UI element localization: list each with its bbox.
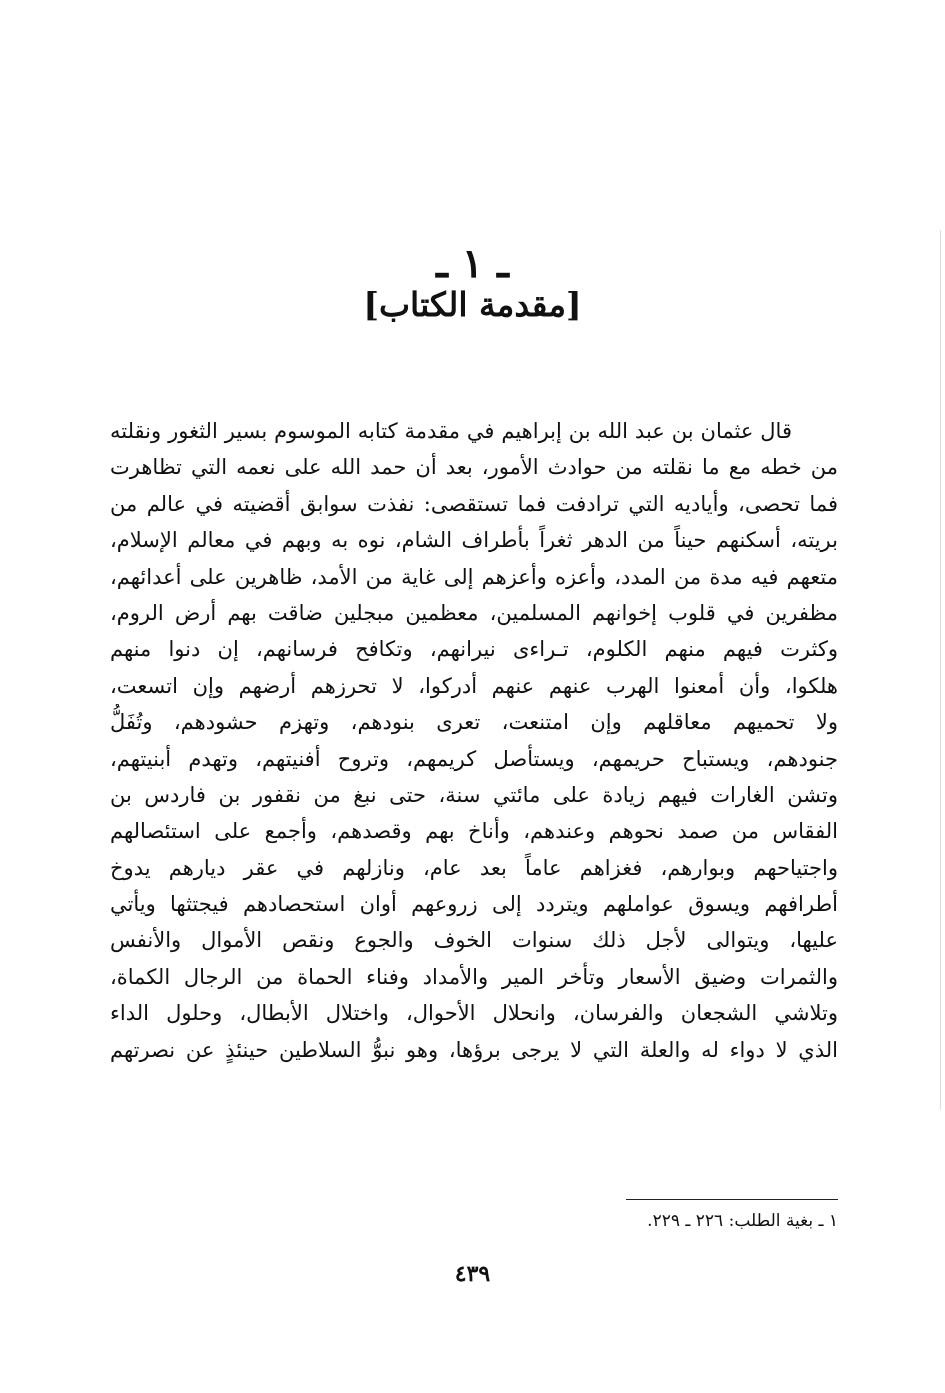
chapter-number: ـ ١ ـ bbox=[436, 240, 509, 287]
page-edge-line bbox=[940, 230, 941, 1110]
body-line: متعهم فيه مدة من المدد، وأعزه وأعزهم إلى غاية من الأمد، ظاهرين على أعدائهم، bbox=[110, 564, 838, 589]
body-line: قال عثمان بن عبد الله بن إبراهيم في مقدمة كتابه الموسوم بسير الثغور ونقلته bbox=[110, 419, 792, 443]
body-line: عليها، ويتوالى لأجل ذلك سنوات الخوف والجوع ونقص الأموال والأنفس bbox=[110, 928, 838, 953]
body-line: بريته، أسكنهم حيناً من الدهر ثغراً بأطراف الشام، نوه به وبهم في معالم الإسلام، bbox=[110, 528, 838, 553]
body-line: مظفرين في قلوب إخوانهم المسلمين، معظمين مبجلين ضاقت بهم أرض الروم، bbox=[110, 600, 838, 625]
body-line: الذي لا دواء له والعلة التي لا يرجى برؤها، وهو نبوُّ السلاطين حينئذٍ عن نصرتهم bbox=[110, 1037, 838, 1062]
footnote-divider bbox=[626, 1199, 838, 1200]
body-line: واجتياحهم وبوارهم، فغزاهم عاماً بعد عام، ونازلهم في عقر ديارهم يدوخ bbox=[110, 855, 838, 880]
body-line: وتشن الغارات فيهم زيادة على مائتي سنة، حتى نبغ من نقفور بن فاردس بن bbox=[110, 782, 838, 807]
body-line: والثمرات وضيق الأسعار وتأخر المير والأمداد وفناء الحماة من الرجال الكماة، bbox=[110, 964, 838, 989]
body-line: الفقاس من صمد نحوهم وعندهم، وأناخ بهم وقصدهم، وأجمع على استئصالهم bbox=[110, 819, 838, 844]
body-line: ولا تحميهم معاقلهم وإن امتنعت، تعرى بنودهم، وتهزم حشودهم، وتُفَلُّ bbox=[110, 710, 838, 735]
body-line: فما تحصى، وأياديه التي ترادفت فما تستقصى: نفذت سوابق أقضيته في عالم من bbox=[110, 491, 838, 516]
body-line: وتلاشي الشجعان والفرسان، وانحلال الأحوال، واختلال الأبطال، وحلول الداء bbox=[110, 1001, 838, 1026]
body-line: من خطه مع ما نقلته من حوادث الأمور، بعد أن حمد الله على نعمه التي تظاهرت bbox=[110, 455, 838, 480]
footnote: ١ ـ بغية الطلب: ٢٢٦ ـ ٢٢٩. bbox=[647, 1211, 838, 1231]
body-line: جنودهم، ويستباح حريمهم، ويستأصل كريمهم، وتروح أفنيتهم، وتهدم أبنيتهم، bbox=[110, 746, 838, 771]
body-paragraph bbox=[110, 413, 838, 1068]
page-number: ٤٣٩ bbox=[454, 1261, 491, 1287]
body-line: هلكوا، وأن أمعنوا الهرب عنهم عنهم أدركوا، لا تحرزهم أرضهم وإن اتسعت، bbox=[110, 673, 838, 698]
chapter-title: [مقدمة الكتاب] bbox=[363, 285, 582, 324]
body-line: وكثرت فيهم منهم الكلوم، تـراءى نيرانهم، وتكافح فرسانهم، إن دنوا منهم bbox=[110, 637, 838, 662]
body-line: أطرافهم ويسوق عواملهم ويتردد إلى زروعهم أوان استحصادهم فيجتثها ويأتي bbox=[110, 892, 838, 917]
